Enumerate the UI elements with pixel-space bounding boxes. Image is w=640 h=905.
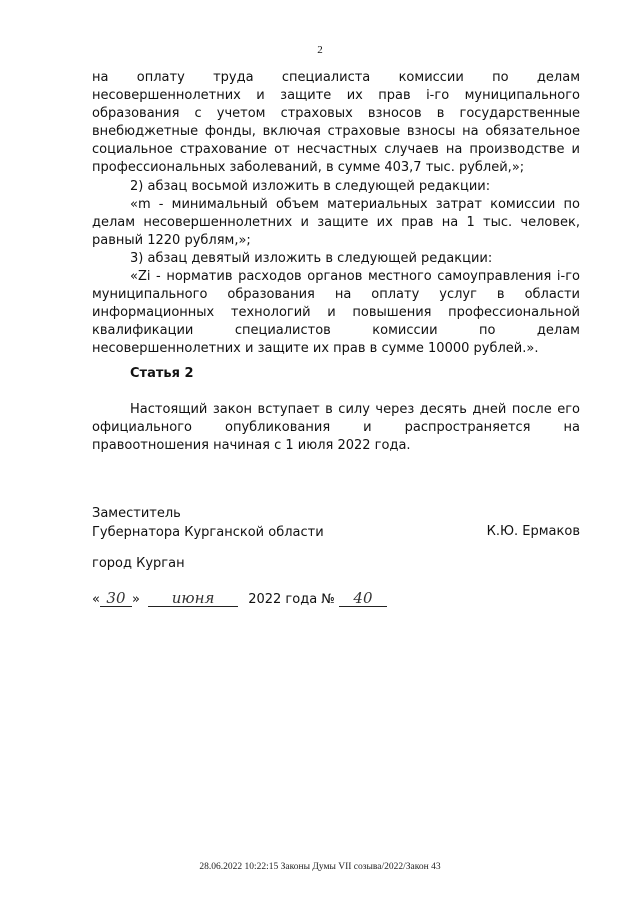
paragraph-item-2: 2) абзац восьмой изложить в следующей редакции:	[130, 178, 491, 194]
paragraph-item-3: 3) абзац девятый изложить в следующей редакции:	[130, 250, 493, 266]
paragraph-quote-m: «m - минимальный объем материальных затрат комиссии по делам несовершеннолетних и защите их прав на 1 тыс. человек, равный 1220 рублям,»;	[92, 196, 580, 248]
signatory-position	[92, 505, 324, 542]
day-handwritten: 30	[100, 590, 132, 607]
law-number-handwritten: 40	[339, 590, 387, 607]
signatory-name: К.Ю. Ермаков	[486, 523, 580, 539]
article-text: Настоящий закон вступает в силу через десять дней после его официального опубликования и распространяется на правоотношения начиная с 1 июля 2022 года.	[92, 402, 580, 454]
position-line-2: Губернатора Курганской области	[92, 524, 324, 540]
paragraph-continuation: на оплату труда специалиста комиссии по делам несовершеннолетних и защите их прав i-го муниципального образования с учетом страховых взносов в государственные внебюджетные фонды, включая страховые взносы на обязательное социальное страхование от несчастных случаев на производстве и профессиональных заболеваний, в сумме 403,7 тыс. рублей,»;	[92, 70, 580, 176]
amendment-text	[92, 69, 580, 359]
date-line	[92, 590, 387, 607]
page-number: 2	[317, 44, 323, 56]
month-handwritten: июня	[148, 590, 238, 607]
city: город Курган	[92, 556, 185, 571]
paragraph-quote-zi: «Zi - норматив расходов органов местного самоуправления i-го муниципального образования на оплату услуг в области информационных технологий и повышения профессиональной квалификации специалистов комиссии по делам несовершеннолетних и защите их прав в сумме 10000 рублей.».	[92, 269, 580, 357]
close-quote: »	[131, 592, 140, 607]
article-title: Статья 2	[130, 366, 194, 381]
open-quote: «	[92, 592, 100, 607]
year-text: 2022 года №	[248, 592, 335, 607]
position-line-1: Заместитель	[92, 506, 181, 521]
footer-stamp: 28.06.2022 10:22:15 Законы Думы VII созыва/2022/Закон 43	[199, 862, 441, 872]
